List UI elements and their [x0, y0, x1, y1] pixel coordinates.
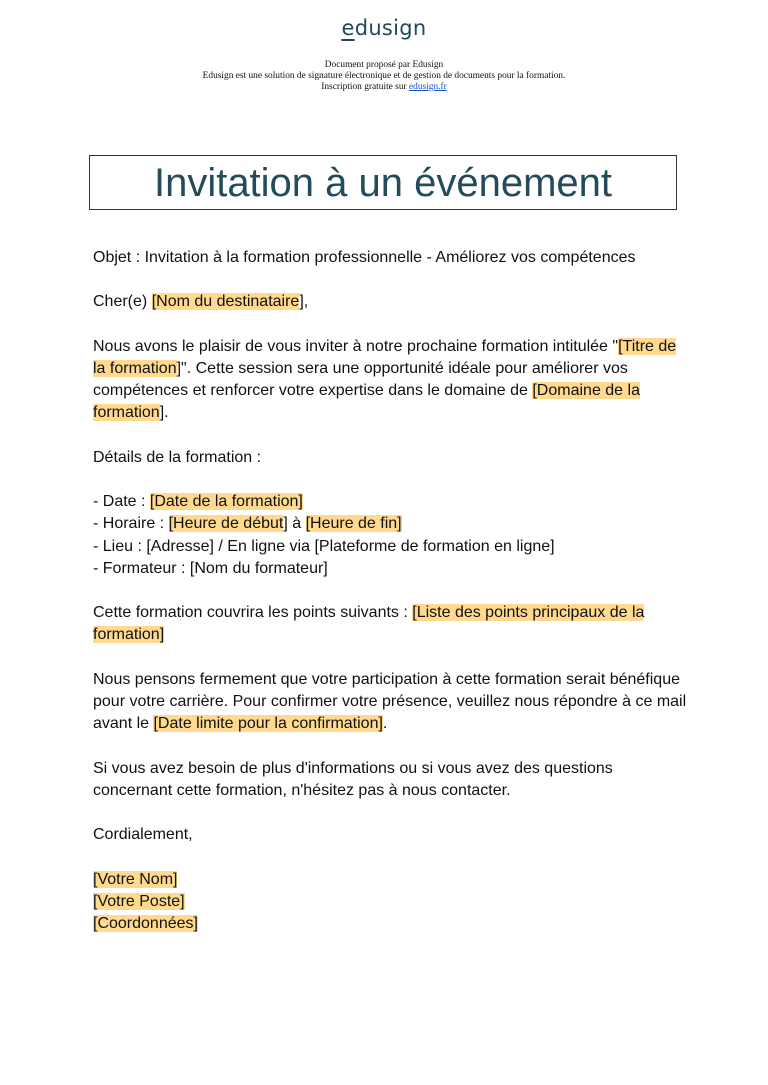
- subject-line: Objet : Invitation à la formation professionnelle - Améliorez vos compétences: [93, 249, 636, 266]
- contact-paragraph: Si vous avez besoin de plus d'informations ou si vous avez des questions concernant cette formation, n'hésitez pas à nous contacter.: [93, 759, 613, 799]
- signature-contact-placeholder: [Coordonnées]: [93, 914, 198, 932]
- detail-time: [93, 515, 402, 532]
- training-domain-placeholder: [Domaine de la formation: [93, 382, 640, 422]
- details-heading: Détails de la formation :: [93, 448, 262, 466]
- details-list: [93, 491, 693, 580]
- closing: Cordialement,: [93, 826, 193, 844]
- intro-paragraph: [93, 336, 693, 425]
- detail-date: [93, 493, 303, 510]
- page-title: Invitation à un événement: [153, 160, 613, 205]
- greeting-prefix: Cher(e): [93, 293, 152, 311]
- title-box: [89, 155, 677, 210]
- recipient-placeholder: [Nom du destinataire: [151, 293, 300, 311]
- header-line-2: Edusign est une solution de signature électronique et de gestion de documents pour la formation.: [202, 71, 566, 81]
- deadline-placeholder: [Date limite pour la confirmation]: [153, 715, 383, 733]
- signature-block: [93, 869, 693, 936]
- confirm-text: Nous pensons fermement que votre participation à cette formation serait bénéfique pour votre carrière. Pour confirmer votre présence, veuillez nous répondre à ce mail avant le: [93, 670, 687, 733]
- time-separator: ] à: [283, 515, 306, 533]
- end-time-placeholder: [Heure de fin]: [305, 515, 402, 533]
- points-paragraph: [93, 602, 693, 646]
- points-text: Cette formation couvrira les points suivants :: [93, 604, 413, 622]
- logo-underlined-letter: e: [341, 16, 355, 40]
- header-line-3: [0, 82, 768, 93]
- date-placeholder: [Date de la formation]: [149, 493, 303, 511]
- detail-place: - Lieu : [Adresse] / En ligne via [Plateforme de formation en ligne]: [93, 537, 555, 555]
- header-info: [0, 60, 768, 93]
- signature-position-placeholder: [Votre Poste]: [93, 892, 185, 910]
- logo-text: dusign: [354, 16, 427, 40]
- start-time-placeholder: [Heure de début: [168, 515, 284, 533]
- date-label: - Date :: [93, 493, 150, 511]
- signup-text: Inscription gratuite sur: [321, 82, 409, 92]
- intro-text-1: Nous avons le plaisir de vous inviter à notre prochaine formation intitulée ": [93, 337, 619, 355]
- confirm-suffix: .: [382, 715, 388, 733]
- training-title-placeholder: [Titre de la formation: [93, 337, 677, 377]
- greeting: [93, 291, 693, 313]
- letter-body: [93, 247, 693, 957]
- greeting-suffix: ],: [299, 293, 309, 311]
- signature-name-placeholder: [Votre Nom]: [93, 870, 178, 888]
- intro-text-3: ].: [159, 404, 169, 422]
- time-label: - Horaire :: [93, 515, 169, 533]
- confirm-paragraph: [93, 669, 693, 736]
- points-placeholder: [Liste des points principaux de la formation]: [93, 604, 645, 644]
- detail-trainer: - Formateur : [Nom du formateur]: [93, 559, 328, 577]
- intro-text-2: ]". Cette session sera une opportunité idéale pour améliorer vos compétences et renforcer votre expertise dans le domaine de: [93, 359, 628, 400]
- header-line-1: Document proposé par Edusign: [324, 60, 444, 70]
- edusign-link[interactable]: edusign.fr: [408, 82, 447, 92]
- edusign-logo: [0, 16, 768, 40]
